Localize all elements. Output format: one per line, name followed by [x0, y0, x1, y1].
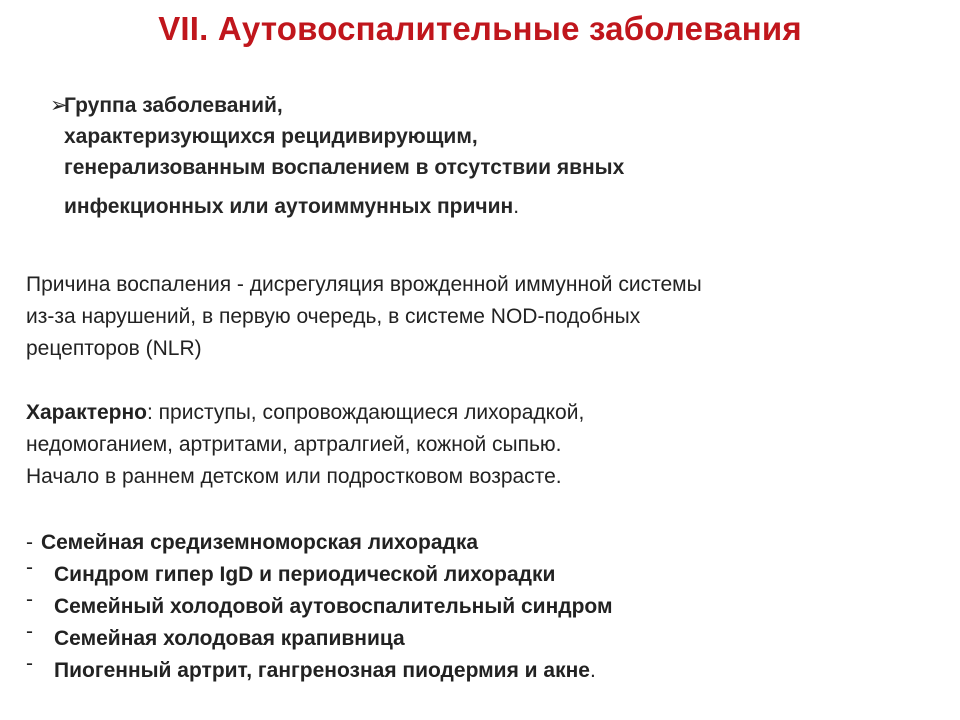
definition-line-1: ➢Группа заболеваний,	[50, 90, 930, 121]
disease-list	[26, 527, 936, 687]
list-item: - Синдром гипер IgD и периодической лихорадки	[26, 559, 936, 591]
characteristic-line-3: Начало в раннем детском или подростковом возрасте.	[26, 465, 562, 488]
characteristic-line-2: недомоганием, артритами, артралгией, кожной сыпью.	[26, 433, 562, 456]
definition-line-3: генерализованным воспалением в отсутствии явных	[64, 156, 625, 179]
dash-bullet: -	[26, 588, 33, 611]
list-item: - Семейная средиземноморская лихорадка	[26, 527, 936, 559]
cause-line-3: рецепторов (NLR)	[26, 337, 202, 360]
cause-paragraph	[26, 269, 936, 365]
dash-bullet: -	[26, 556, 33, 579]
cause-line-2: из-за нарушений, в первую очередь, в системе NOD-подобных	[26, 305, 641, 328]
list-item: - Пиогенный артрит, гангренозная пиодермия и акне.	[26, 655, 936, 687]
dash-bullet: -	[26, 620, 33, 643]
cause-line-1: Причина воспаления - дисрегуляция врожденной иммунной системы	[26, 273, 702, 296]
arrow-right-bullet-icon: ➢	[50, 94, 68, 117]
characteristic-paragraph	[26, 397, 936, 493]
dash-bullet: -	[26, 652, 33, 675]
list-item: - Семейный холодовой аутовоспалительный синдром	[26, 591, 936, 623]
list-item: - Семейная холодовая крапивница	[26, 623, 936, 655]
dash-bullet: -	[26, 531, 33, 554]
characteristic-line-1: Характерно: приступы, сопровождающиеся лихорадкой,	[26, 401, 585, 424]
characteristic-label: Характерно	[26, 401, 148, 424]
definition-line-4: инфекционных или аутоиммунных причин.	[64, 195, 520, 218]
definition-block	[50, 90, 930, 222]
definition-line-2: характеризующихся рецидивирующим,	[64, 125, 478, 148]
slide-title: VII. Аутовоспалительные заболевания	[158, 10, 802, 47]
